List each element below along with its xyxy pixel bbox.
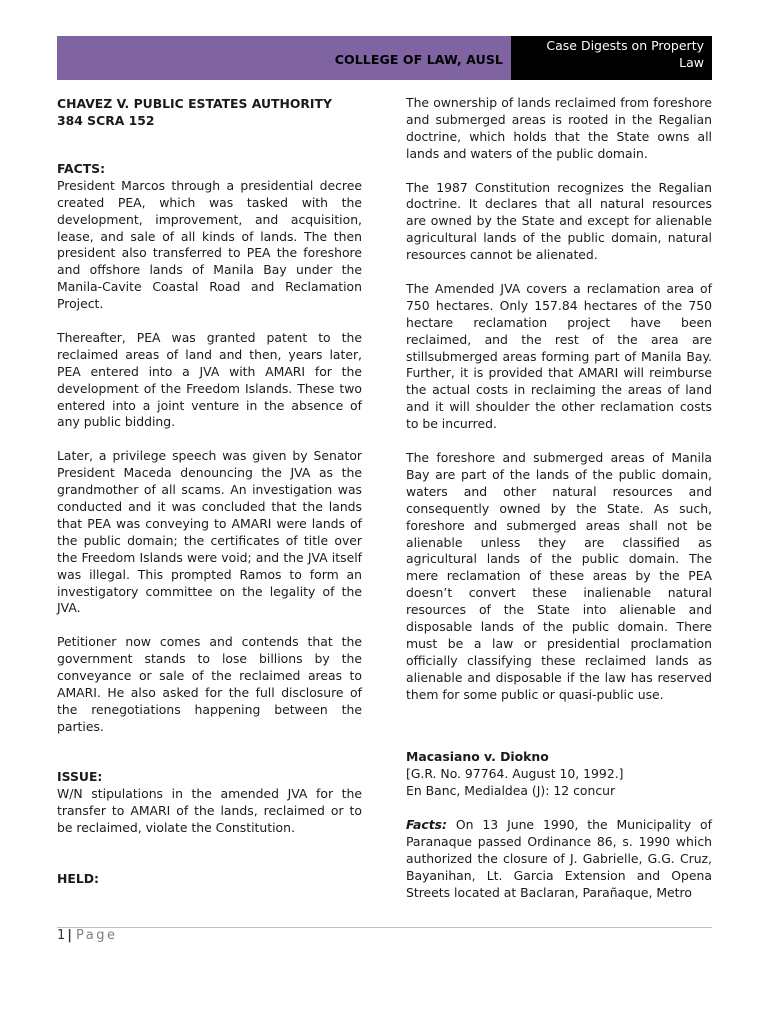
footer-separator: |	[67, 928, 73, 943]
facts-paragraph-2: Thereafter, PEA was granted patent to the reclaimed areas of land and then, years later, PEA entered into a JVA with AMARI for the development of the Freedom Islands. These two entered into a joint venture in the absence of any public bidding.	[57, 329, 362, 430]
header-subject-line2: Law	[679, 55, 704, 70]
held-paragraph-3: The Amended JVA covers a reclamation area of 750 hectares. Only 157.84 hectares of the 750 hectare reclamation project have been reclaimed, and the rest of the area are stillsubmerged areas forming part of Manila Bay. Further, it is provided that AMARI will reimburse the actual costs in reclaiming the areas of land and it will shoulder the other reclamation costs to be incurred.	[406, 280, 712, 432]
case2-citation: [G.R. No. 97764. August 10, 1992.]	[406, 766, 624, 782]
facts-paragraph-1: President Marcos through a presidential decree created PEA, which was tasked with the development, improvement, and acquisition, lease, and sale of all kinds of lands. The then president also transferred to PEA the foreshore and offshore lands of Manila Bay under the Manila-Cavite Coastal Road and Reclamation Project.	[57, 177, 362, 312]
held-paragraph-4: The foreshore and submerged areas of Manila Bay are part of the lands of the public domain, waters and other natural resources and consequently owned by the State. As such, foreshore and submerged areas shall not be alienable unless they are classified as agricultural lands of the public domain. The mere reclamation of these areas by the PEA doesn’t convert these inalienable natural resources of the State into alienable and disposable lands of the public domain. There must be a law or presidential proclamation officially classifying these reclaimed lands as alienable and disposable if the law has reserved them for some public or quasi-public use.	[406, 449, 712, 702]
header-subject-line1: Case Digests on Property	[546, 38, 704, 53]
page-label: Page	[76, 928, 118, 943]
case-title: CHAVEZ V. PUBLIC ESTATES AUTHORITY	[57, 96, 332, 111]
page-footer	[57, 928, 118, 943]
facts-paragraph-3: Later, a privilege speech was given by Senator President Maceda denouncing the JVA as the grandmother of all scams. An investigation was conducted and it was concluded that the lands that PEA was conveying to AMARI were lands of the public domain; the certificates of title over the Freedom Islands were void; and the JVA itself was illegal. This prompted Ramos to form an investigatory committee on the legality of the JVA.	[57, 448, 362, 616]
case2-facts-label: Facts:	[406, 816, 448, 832]
held-heading: HELD:	[57, 870, 99, 886]
case2-title: Macasiano v. Diokno	[406, 749, 549, 765]
case-citation: 384 SCRA 152	[57, 113, 155, 128]
header-subject-band	[511, 36, 712, 80]
case2-court: En Banc, Medialdea (J): 12 concur	[406, 783, 616, 799]
header-college: COLLEGE OF LAW, AUSL	[334, 51, 503, 67]
page-header	[57, 36, 712, 80]
page-number: 1	[57, 928, 66, 943]
facts-paragraph-4: Petitioner now comes and contends that the government stands to lose billions by the conveyance or sale of the reclaimed areas to AMARI. He also asked for the full disclosure of the renegotiations happening between the parties.	[57, 634, 362, 734]
issue-paragraph: W/N stipulations in the amended JVA for the transfer to AMARI of the lands, reclaimed or to be reclaimed, violate the Constitution.	[57, 786, 362, 836]
right-column	[406, 95, 712, 902]
case2-facts	[406, 817, 712, 902]
facts-heading: FACTS:	[57, 160, 106, 176]
footer-divider	[57, 927, 712, 928]
held-paragraph-2: The 1987 Constitution recognizes the Regalian doctrine. It declares that all natural resources are owned by the State and except for alienable agricultural lands of the public domain, natural resources cannot be alienated.	[406, 179, 712, 263]
issue-heading: ISSUE:	[57, 769, 103, 785]
header-college-band	[57, 36, 511, 80]
held-paragraph-1: The ownership of lands reclaimed from foreshore and submerged areas is rooted in the Regalian doctrine, which holds that the State owns all lands and waters of the public domain.	[406, 95, 712, 161]
left-column	[57, 95, 362, 888]
case2-facts-text: On 13 June 1990, the Municipality of Paranaque passed Ordinance 86, s. 1990 which authorized the closure of J. Gabrielle, G.G. Cruz, Bayanihan, Lt. Garcia Extension and Opena Streets located at Baclaran, Parañaque, Metro	[406, 816, 712, 900]
